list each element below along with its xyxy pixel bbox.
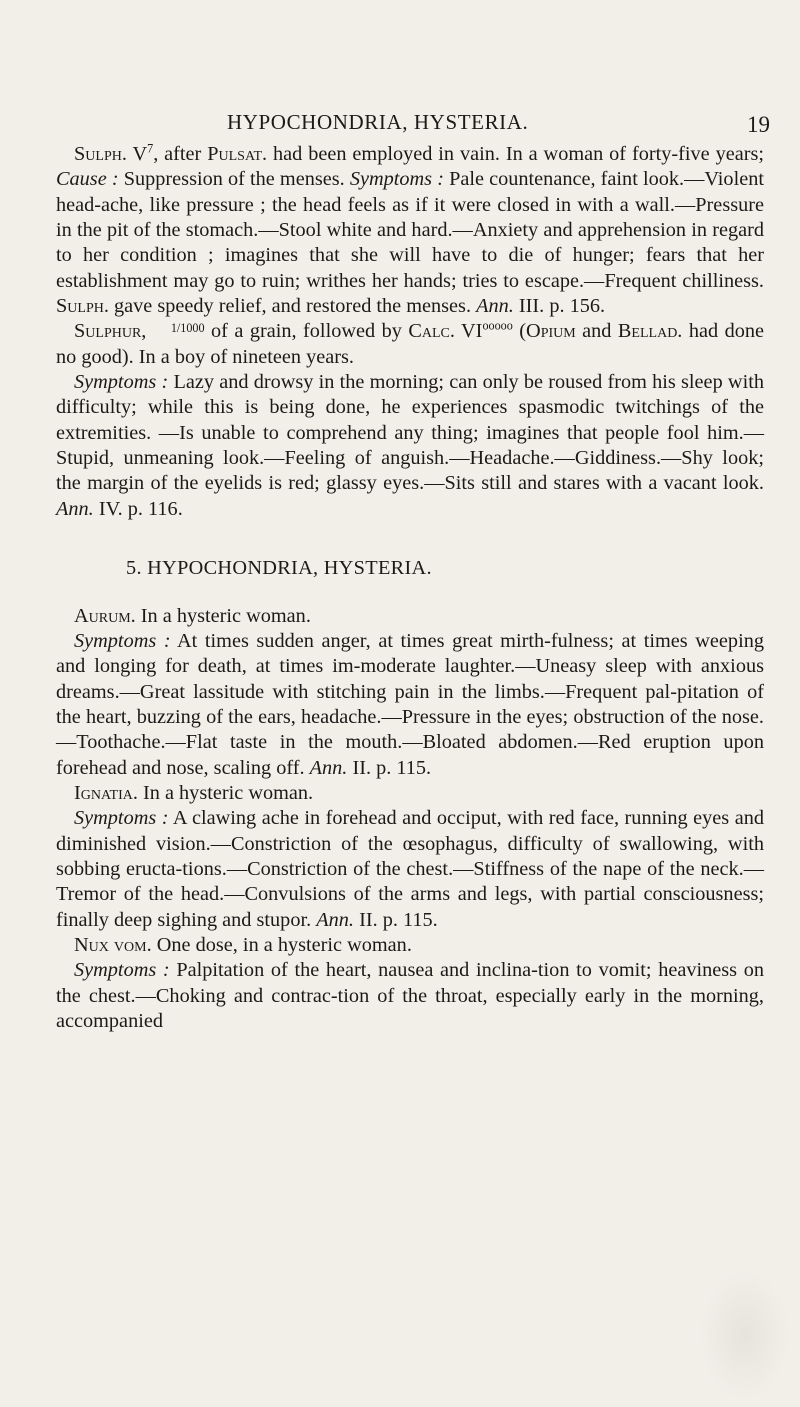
running-head: HYPOCHONDRIA, HYSTERIA. — [227, 110, 529, 134]
text-run: Lazy and drowsy in the morning; can only be roused from his sleep with difficulty; while this is being done, he experiences spasmodic twitchings of the extremities. —Is unable to comprehend any thing; imagines that people fool him.—Stupid, unmeaning look.—Feeling of anguish.—Headache.—Giddiness.—Shy look; the margin of the eyelids is red; glassy eyes.—Sits still and stares with a vacant look. — [56, 371, 764, 495]
annals-reference: Ann. — [309, 756, 348, 779]
paper-stain — [700, 1270, 790, 1400]
paragraph-aurum — [56, 604, 764, 629]
body-text — [56, 142, 764, 1034]
symptoms-label: Symptoms : — [74, 807, 169, 830]
symptoms-label: Symptoms : — [349, 168, 444, 191]
paragraph-nux-vom — [56, 933, 764, 958]
paragraph-nux-vom-symptoms — [56, 958, 764, 1034]
remedy-name: Sulph. — [74, 143, 127, 165]
remedy-name: Opium — [526, 320, 576, 343]
text-run: Palpitation of the heart, nausea and inclina-tion to vomit; heaviness on the chest.—Choking and contrac-tion of the throat, especially early in the morning, accompanied — [56, 959, 764, 1032]
cause-label: Cause : — [56, 168, 119, 191]
text-run: and — [575, 320, 618, 343]
remedy-name: Calc. — [408, 320, 455, 343]
text-run: , after — [153, 143, 208, 165]
paragraph-aurum-symptoms — [56, 629, 764, 781]
potency: V — [126, 143, 148, 165]
symptoms-label: Symptoms : — [74, 371, 169, 394]
dose-fraction: 1/1000 — [170, 320, 205, 335]
remedy-name: Bellad. — [617, 320, 683, 343]
page-number: 19 — [747, 112, 770, 137]
potency-superscript: ooooo — [482, 319, 513, 334]
symptoms-label: Symptoms : — [74, 959, 170, 982]
text-run: In a hysteric woman. — [135, 604, 311, 627]
text-run: of a grain, followed by — [204, 320, 409, 343]
paragraph-sulph-case — [56, 142, 764, 319]
remedy-name: Ignatia. — [74, 781, 138, 804]
text-run: III. p. 156. — [513, 295, 606, 318]
text-run: had been employed in vain. In a woman of forty-five years; — [267, 143, 764, 165]
paragraph-ignatia — [56, 781, 764, 806]
paragraph-symptoms-boy — [56, 370, 764, 522]
text-run: Suppression of the menses. — [118, 168, 350, 191]
annals-reference: Ann. — [56, 497, 94, 520]
remedy-name: Nux vom. — [74, 933, 152, 956]
annals-reference: Ann. — [316, 908, 354, 931]
annals-reference: Ann. — [476, 295, 514, 318]
text-run: IV. p. 116. — [93, 497, 183, 520]
text-run: ( — [512, 320, 527, 343]
potency: VI — [454, 320, 483, 343]
paragraph-ignatia-symptoms — [56, 806, 764, 933]
text-run: gave speedy relief, and restored the menses. — [108, 295, 477, 318]
symptoms-label: Symptoms : — [74, 629, 171, 652]
text-run: One dose, in a hysteric woman. — [151, 933, 412, 956]
page-header — [0, 96, 800, 136]
text-run: II. p. 115. — [347, 756, 432, 779]
text-run: had done no good). In a boy of nineteen years. — [56, 320, 765, 368]
text-run: II. p. 115. — [354, 908, 438, 931]
text-run: Pale countenance, faint look.—Violent head-ache, like pressure ; the head feels as if it were closed in with a wall.—Pressure in the pit of the stomach.—Stool white and hard.—Anxiety and apprehension in regard to her condition ; imagines that she will have to die of hunger; fears that her establishment may go to ruin; writhes her hands; tries to escape.—Frequent chilliness. — [56, 168, 764, 292]
remedy-name: Sulphur, — [74, 320, 147, 343]
text-run: At times sudden anger, at times great mirth-fulness; at times weeping and longing for death, at times im-moderate laughter.—Uneasy sleep with anxious dreams.—Great lassitude with stitching pain in the limbs.—Frequent pal-pitation of the heart, buzzing of the ears, headache.—Pressure in the eyes; obstruction of the nose.—Toothache.—Flat taste in the mouth.—Bloated abdomen.—Red eruption upon forehead and nose, scaling off. — [56, 629, 764, 779]
potency-superscript: 7 — [147, 141, 154, 156]
remedy-name: Sulph. — [56, 295, 109, 318]
paragraph-sulphur-case — [56, 319, 764, 370]
remedy-name: Pulsat. — [207, 143, 268, 165]
text-run: A clawing ache in forehead and occiput, with red face, running eyes and diminished vision.—Constriction of the œsophagus, difficulty of swallowing, with sobbing eructa-tions.—Constriction of the chest.—Stiffness of the nape of the neck.—Tremor of the head.—Convulsions of the arms and legs, with partial consciousness; finally deep sighing and stupor. — [56, 807, 764, 931]
remedy-name: Aurum. — [74, 604, 136, 627]
text-run: In a hysteric woman. — [137, 781, 314, 804]
section-heading: 5. HYPOCHONDRIA, HYSTERIA. — [126, 557, 432, 580]
